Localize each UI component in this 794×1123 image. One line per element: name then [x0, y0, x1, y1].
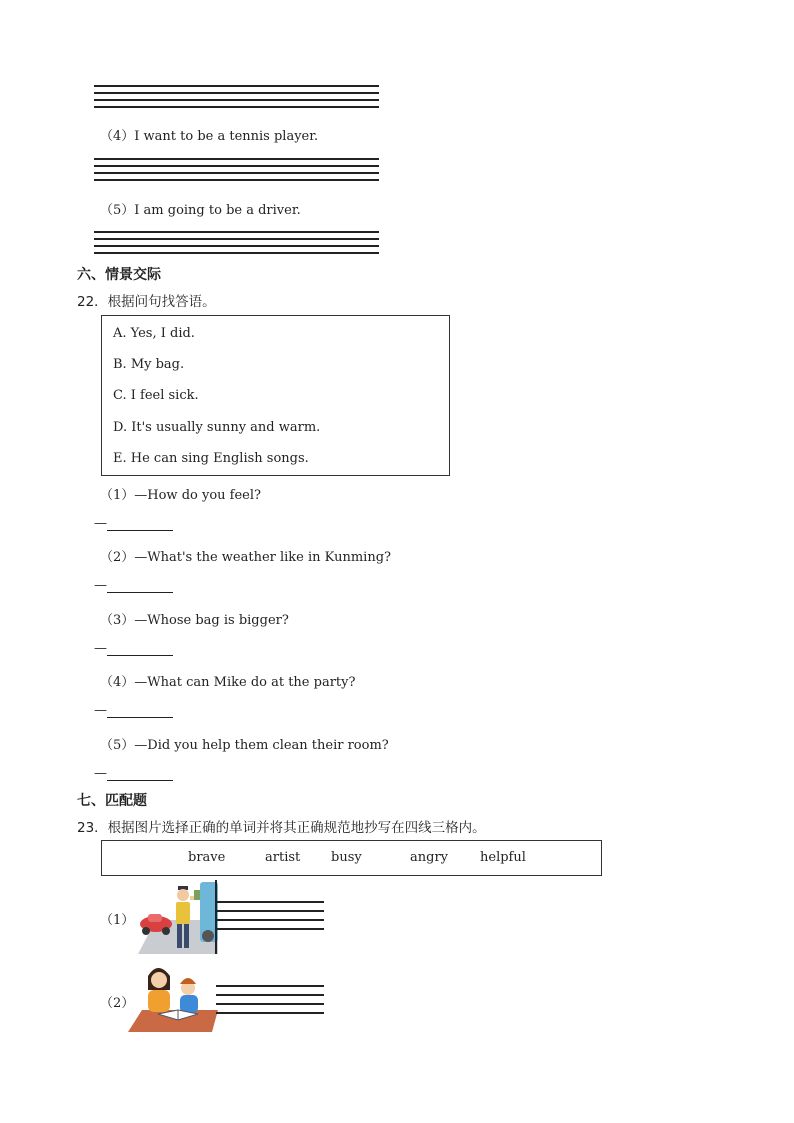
- writing-lines-4[interactable]: [94, 158, 379, 180]
- writing-item-5: （5）I am going to be a driver.: [100, 203, 301, 218]
- answer-2[interactable]: —: [94, 578, 173, 593]
- answer-blank[interactable]: [107, 768, 173, 781]
- question-22: 22．根据问句找答语。: [77, 294, 216, 310]
- picture-1-label: （1）: [100, 913, 135, 928]
- picture-2-label: （2）: [100, 996, 135, 1011]
- section-6-heading: 六、情景交际: [77, 267, 161, 283]
- writing-lines-5[interactable]: [94, 231, 379, 253]
- writing-lines-picture-2[interactable]: [216, 985, 324, 1015]
- writing-item-4: （4）I want to be a tennis player.: [100, 129, 319, 144]
- word-brave: brave: [188, 850, 226, 865]
- word-artist: artist: [265, 850, 301, 865]
- option-c: C. I feel sick.: [113, 388, 199, 403]
- section-7-heading: 七、匹配题: [77, 793, 147, 809]
- answer-blank[interactable]: [107, 580, 173, 593]
- mother-helping-child-picture: [128, 962, 218, 1036]
- answer-blank[interactable]: [107, 705, 173, 718]
- question-2: （2）—What's the weather like in Kunming?: [100, 550, 391, 565]
- option-a: A. Yes, I did.: [113, 326, 195, 341]
- word-angry: angry: [410, 850, 449, 865]
- writing-lines-picture-1[interactable]: [216, 901, 324, 931]
- traffic-police-picture: [138, 880, 218, 954]
- answer-4[interactable]: —: [94, 703, 173, 718]
- question-1: （1）—How do you feel?: [100, 488, 261, 503]
- option-d: D. It's usually sunny and warm.: [113, 420, 321, 435]
- option-e: E. He can sing English songs.: [113, 451, 309, 466]
- options-box: [101, 315, 450, 476]
- word-helpful: helpful: [480, 850, 526, 865]
- answer-blank[interactable]: [107, 518, 173, 531]
- question-5: （5）—Did you help them clean their room?: [100, 738, 389, 753]
- answer-3[interactable]: —: [94, 641, 173, 656]
- answer-blank[interactable]: [107, 643, 173, 656]
- question-3: （3）—Whose bag is bigger?: [100, 613, 289, 628]
- answer-5[interactable]: —: [94, 766, 173, 781]
- word-busy: busy: [331, 850, 362, 865]
- question-23: 23．根据图片选择正确的单词并将其正确规范地抄写在四线三格内。: [77, 820, 486, 836]
- option-b: B. My bag.: [113, 357, 185, 372]
- writing-lines-3[interactable]: [94, 85, 379, 107]
- question-4: （4）—What can Mike do at the party?: [100, 675, 356, 690]
- answer-1[interactable]: —: [94, 516, 173, 531]
